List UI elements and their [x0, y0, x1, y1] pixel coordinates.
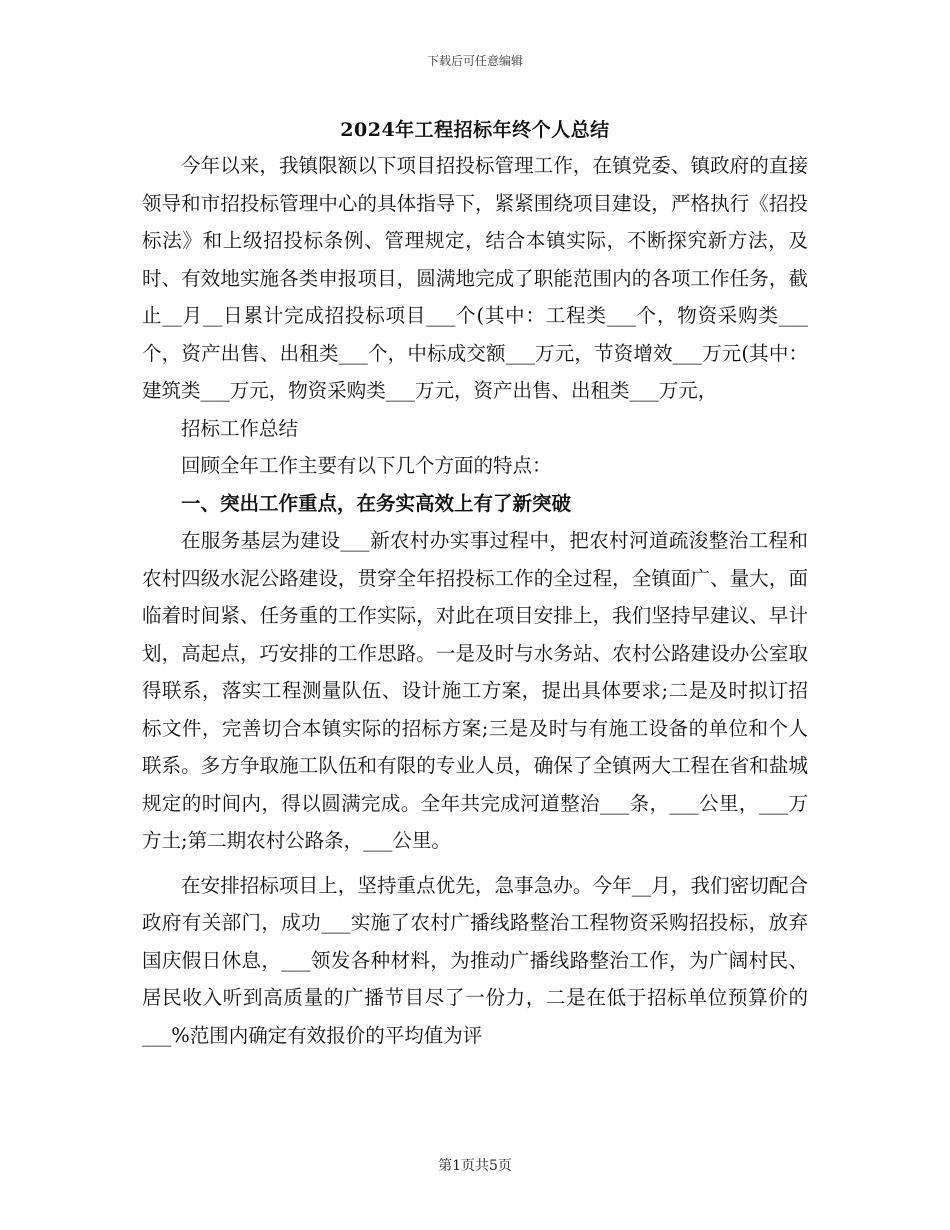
section-heading-1: 一、突出工作重点，在务实高效上有了新突破	[181, 491, 572, 515]
header-note: 下载后可任意编辑	[426, 54, 523, 68]
paragraph-subtitle: 招标工作总结	[181, 416, 299, 440]
paragraph-review: 回顾全年工作主要有以下几个方面的特点：	[181, 454, 552, 477]
paragraph-section1-followup: 在安排招标项目上，坚持重点优先，急事急办。今年__月，我们密切配合政府有关部门，成功___实施了农村广播线路整治工程物资采购招投标，放弃国庆假日休息，___领发各种材料，为推动广播线路整治工作，为广阔村民、居民收入听到高质量的广播节目尽了一份力，二是在低于招标单位预算价的___%范围内确定有效报价的平均值为评	[142, 873, 808, 1047]
page-footer: 第1页共5页	[438, 1158, 512, 1174]
paragraph-intro: 今年以来，我镇限额以下项目招投标管理工作，在镇党委、镇政府的直接领导和市招投标管理中心的具体指导下，紧紧围绕项目建设，严格执行《招投标法》和上级招投标条例、管理规定，结合本镇实际，不断探究新方法，及时、有效地实施各类申报项目，圆满地完成了职能范围内的各项工作任务，截止__月__日累计完成招投标项目___个(其中：工程类___个，物资采购类___个，资产出售、出租类___个，中标成交额___万元，节资增效___万元(其中：建筑类___万元，物资采购类___万元，资产出售、出租类___万元，	[142, 154, 808, 402]
document-title: 2024年工程招标年终个人总结	[340, 119, 610, 141]
paragraph-section1-body: 在服务基层为建设___新农村办实事过程中，把农村河道疏浚整治工程和农村四级水泥公路建设，贯穿全年招投标工作的全过程，全镇面广、量大，面临着时间紧、任务重的工作实际，对此在项目安排上，我们坚持早建议、早计划，高起点，巧安排的工作思路。一是及时与水务站、农村公路建设办公室取得联系，落实工程测量队伍、设计施工方案，提出具体要求;二是及时拟订招标文件，完善切合本镇实际的招标方案;三是及时与有施工设备的单位和个人联系。多方争取施工队伍和有限的专业人员，确保了全镇两大工程在省和盐城规定的时间内，得以圆满完成。全年共完成河道整治___条，___公里，___万方土;第二期农村公路条，___公里。	[142, 529, 808, 852]
document-body	[142, 147, 808, 1054]
